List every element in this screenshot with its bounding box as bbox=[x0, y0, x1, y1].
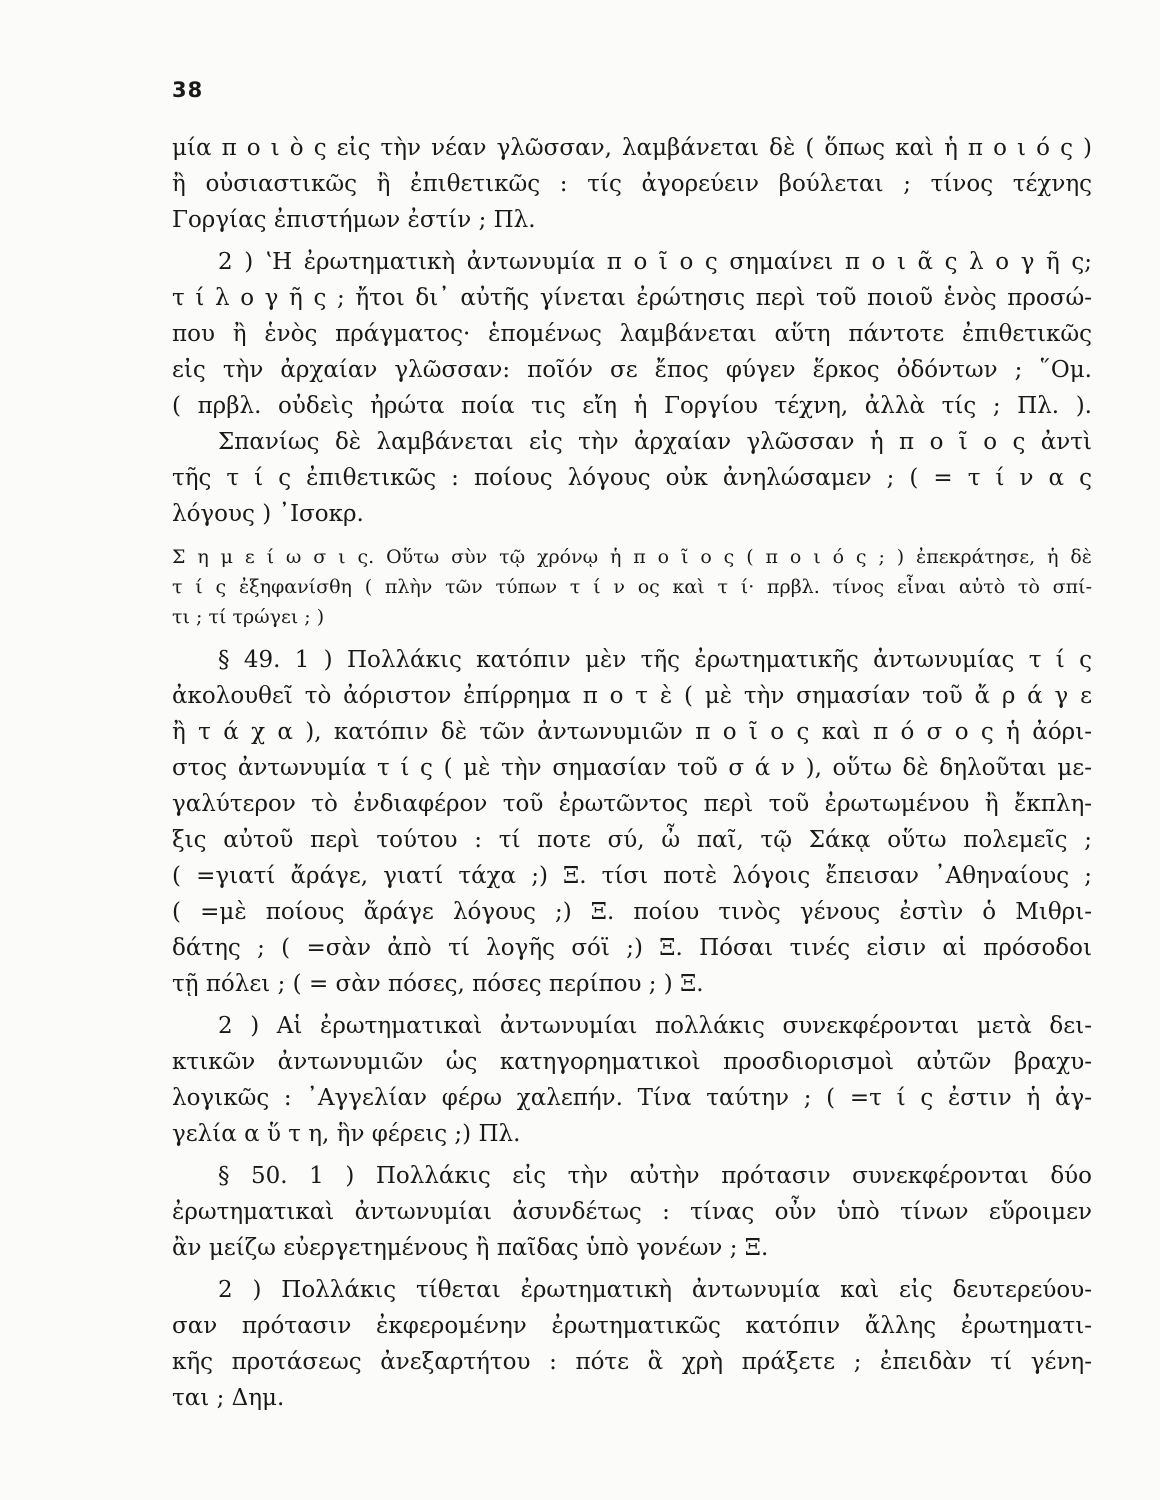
section-50-part-2 bbox=[172, 1272, 1092, 1416]
text-line: ἢ τ ά χ α ), κατόπιν δὲ τῶν ἀντωνυμιῶν π ο ῖ ο ς καὶ π ό σ ο ς ἡ ἀόρι- bbox=[172, 719, 1092, 745]
text-line: Σπανίως δὲ λαμβάνεται εἰς τὴν ἀρχαίαν γλῶσσαν ἡ π ο ῖ ο ς ἀντὶ bbox=[218, 429, 1092, 455]
section-heading-line: § 50. 1 ) Πολλάκις εἰς τὴν αὐτὴν πρότασιν συνεκφέρονται δύο bbox=[218, 1163, 1092, 1189]
text-line: λογικῶς : ᾽Αγγελίαν φέρω χαλεπήν. Τίνα ταύτην ; ( =τ ί ς ἐστιν ἡ ἀγ- bbox=[172, 1085, 1092, 1111]
text-line: σαν πρότασιν ἐκφερομένην ἐρωτηματικῶς κατόπιν ἄλλης ἐρωτηματι- bbox=[172, 1313, 1092, 1339]
text-line: 2 ) ʽΗ ἐρωτηματικὴ ἀντωνυμία π ο ῖ ο ς σημαίνει π ο ι ᾶ ς λ ο γ ῆ ς; bbox=[218, 249, 1092, 275]
section-49-part-1 bbox=[172, 642, 1092, 1002]
section-heading-line: § 49. 1 ) Πολλάκις κατόπιν μὲν τῆς ἐρωτηματικῆς ἀντωνυμίας τ ί ς bbox=[218, 647, 1092, 673]
text-line: τ ί λ ο γ ῆ ς ; ἤτοι δι᾽ αὐτῆς γίνεται ἐρώτησις περὶ τοῦ ποιοῦ ἑνὸς προσώ- bbox=[172, 285, 1092, 311]
text-line: κῆς προτάσεως ἀνεξαρτήτου : πότε ἃ χρὴ πράξετε ; ἐπειδὰν τί γένη- bbox=[172, 1349, 1092, 1375]
text-line: ( =γιατί ἄράγε, γιατί τάχα ;) Ξ. τίσι ποτὲ λόγοις ἔπεισαν ᾽Αθηναίους ; bbox=[172, 863, 1092, 889]
text-line: ται ; Δημ. bbox=[172, 1385, 285, 1411]
text-line: εἰς τὴν ἀρχαίαν γλῶσσαν: ποῖόν σε ἔπος φύγεν ἕρκος ὀδόντων ; ῞Ομ. bbox=[172, 357, 1092, 383]
text-line: ( =μὲ ποίους ἄράγε λόγους ;) Ξ. ποίου τινὸς γένους ἐστὶν ὁ Μιθρι- bbox=[172, 899, 1092, 925]
paragraph-intro bbox=[172, 130, 1092, 238]
text-line: ἀκολουθεῖ τὸ ἀόριστον ἐπίρρημα π ο τ ὲ ( μὲ τὴν σημασίαν τοῦ ἄ ρ ά γ ε bbox=[172, 683, 1092, 709]
text-line: στος ἀντωνυμία τ ί ς ( μὲ τὴν σημασίαν τοῦ σ ά ν ), οὕτω δὲ δηλοῦται με- bbox=[172, 755, 1092, 781]
note-semeiosis bbox=[172, 542, 1092, 632]
text-line: κτικῶν ἀντωνυμιῶν ὡς κατηγορηματικοὶ προσδιορισμοὶ αὐτῶν βραχυ- bbox=[172, 1049, 1092, 1075]
text-line: μία π ο ι ὸ ς εἰς τὴν νέαν γλῶσσαν, λαμβάνεται δὲ ( ὅπως καὶ ἡ π ο ι ό ς ) bbox=[172, 135, 1092, 161]
text-line: ἢ οὐσιαστικῶς ἢ ἐπιθετικῶς : τίς ἀγορεύειν βούλεται ; τίνος τέχνης bbox=[172, 171, 1092, 197]
section-50-part-1 bbox=[172, 1158, 1092, 1266]
text-line: ἐρωτηματικαὶ ἀντωνυμίαι ἀσυνδέτως : τίνας οὖν ὑπὸ τίνων εὕροιμεν bbox=[172, 1199, 1092, 1225]
text-line: λόγους ) ᾽Ισοκρ. bbox=[172, 501, 364, 527]
note-line: τ ί ς ἐξηφανίσθη ( πλὴν τῶν τύπων τ ί ν ος καὶ τ ί· πρβλ. τίνος εἶναι αὐτὸ τὸ σπί- bbox=[172, 576, 1092, 598]
page-number: 38 bbox=[172, 78, 204, 102]
text-line: ( πρβλ. οὐδεὶς ἠρώτα ποία τις εἴη ἡ Γοργίου τέχνη, ἀλλὰ τίς ; Πλ. ). bbox=[172, 393, 1092, 419]
text-line: γαλύτερον τὸ ἐνδιαφέρον τοῦ ἐρωτῶντος περὶ τοῦ ἐρωτωμένου ἢ ἔκπλη- bbox=[172, 791, 1092, 817]
paragraph-2-poios bbox=[172, 244, 1092, 532]
text-line: γελία α ὕ τ η, ἣν φέρεις ;) Πλ. bbox=[172, 1121, 521, 1147]
body-text bbox=[172, 130, 1092, 1416]
text-line: 2 ) Πολλάκις τίθεται ἐρωτηματικὴ ἀντωνυμία καὶ εἰς δευτερεύου- bbox=[218, 1277, 1092, 1303]
text-line: ἂν μείζω εὐεργετημένους ἢ παῖδας ὑπὸ γονέων ; Ξ. bbox=[172, 1235, 769, 1261]
text-line: δάτης ; ( =σὰν ἀπὸ τί λογῆς σόϊ ;) Ξ. Πόσαι τινές εἰσιν αἱ πρόσοδοι bbox=[172, 935, 1092, 961]
text-line: τῇ πόλει ; ( = σὰν πόσες, πόσες περίπου ; ) Ξ. bbox=[172, 971, 704, 997]
text-line: τῆς τ ί ς ἐπιθετικῶς : ποίους λόγους οὐκ ἀνηλώσαμεν ; ( = τ ί ν α ς bbox=[172, 465, 1092, 491]
note-line: Σ η μ ε ί ω σ ι ς. Οὕτω σὺν τῷ χρόνῳ ἡ π ο ῖ ο ς ( π ο ι ό ς ; ) ἐπεκράτησε, ἡ δὲ bbox=[172, 546, 1092, 568]
text-line: 2 ) Αἱ ἐρωτηματικαὶ ἀντωνυμίαι πολλάκις συνεκφέρονται μετὰ δει- bbox=[218, 1013, 1092, 1039]
note-line: τι ; τί τρώγει ; ) bbox=[172, 606, 325, 628]
text-line: Γοργίας ἐπιστήμων ἐστίν ; Πλ. bbox=[172, 207, 536, 233]
text-line: ξις αὐτοῦ περὶ τούτου : τί ποτε σύ, ὦ παῖ, τῷ Σάκᾳ οὕτω πολεμεῖς ; bbox=[172, 827, 1092, 853]
section-49-part-2 bbox=[172, 1008, 1092, 1152]
text-line: που ἢ ἑνὸς πράγματος· ἑπομένως λαμβάνεται αὕτη πάντοτε ἐπιθετικῶς bbox=[172, 321, 1092, 347]
